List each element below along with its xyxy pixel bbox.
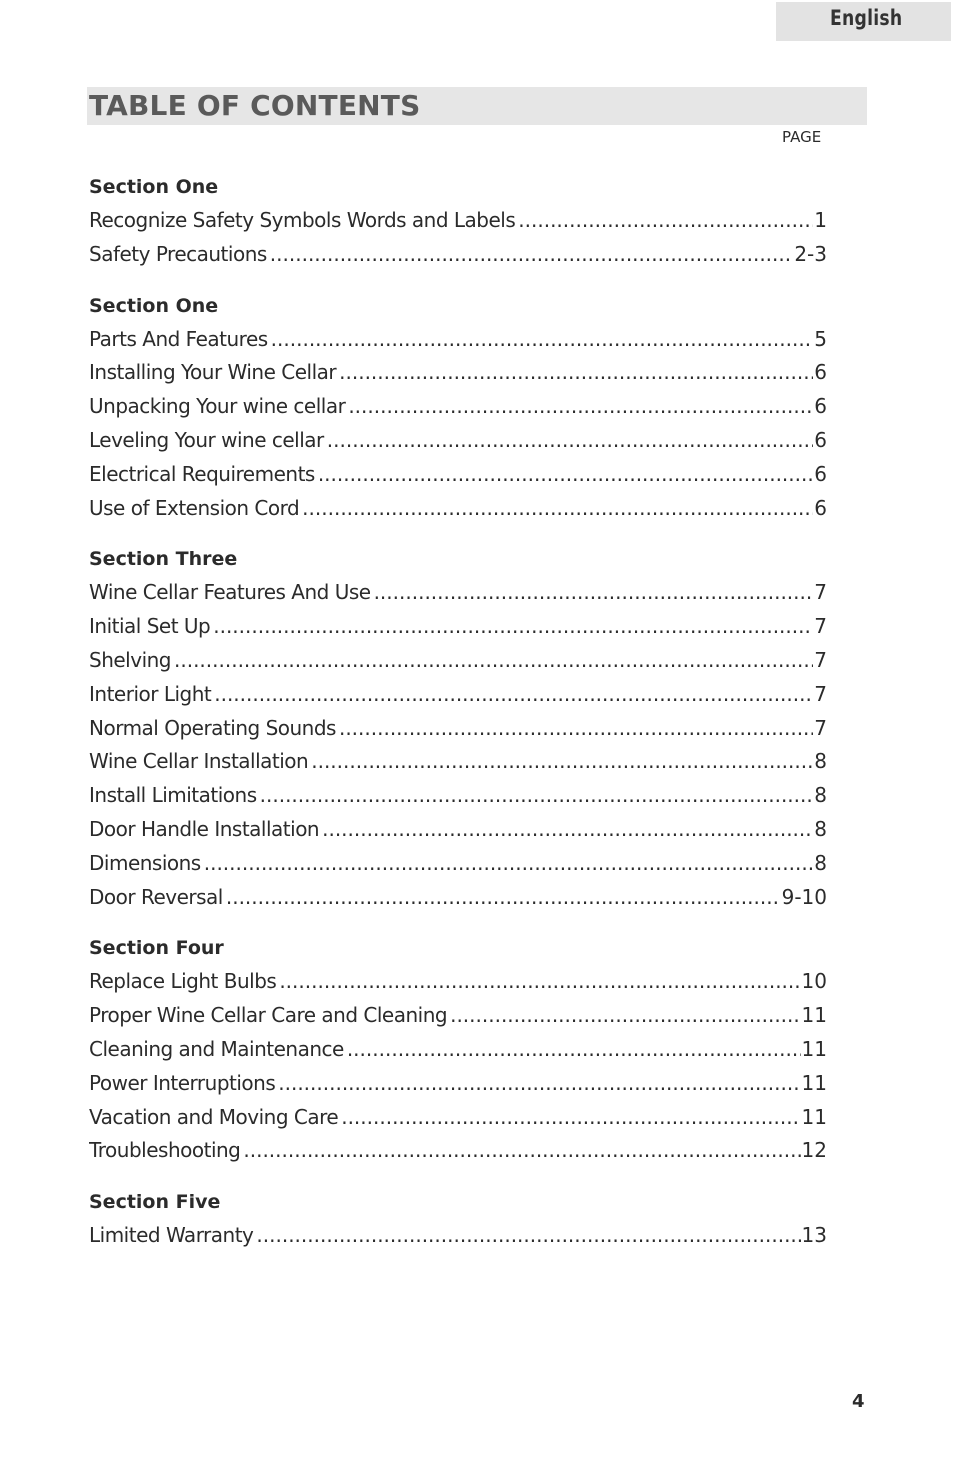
entry-label: Dimensions	[89, 850, 201, 875]
entry-page: 9-10	[781, 884, 827, 909]
dot-leader	[311, 745, 813, 779]
entry-page: 1	[814, 208, 827, 232]
entry-page: 7	[814, 647, 827, 672]
toc-entry[interactable]	[89, 323, 827, 357]
entry-label: Vacation and Moving Care	[89, 1104, 339, 1129]
dot-leader	[279, 965, 800, 999]
dot-leader	[278, 1067, 800, 1101]
entry-label: Proper Wine Cellar Care and Cleaning	[89, 1003, 448, 1028]
entry-label: Shelving	[89, 647, 171, 672]
entry-page: 8	[814, 783, 827, 808]
section-heading: Section One	[89, 176, 219, 198]
toc-entry[interactable]	[89, 813, 827, 847]
dot-leader	[204, 847, 814, 881]
entry-label: Troubleshooting	[89, 1138, 241, 1163]
entry-page: 13	[801, 1223, 827, 1248]
entry-label: Recognize Safety Symbols Words and Labels	[89, 208, 516, 232]
entry-page: 7	[814, 580, 827, 605]
dot-leader	[260, 779, 814, 813]
page-title: TABLE OF CONTENTS	[89, 89, 421, 122]
toc-entry[interactable]	[89, 610, 827, 644]
entry-page: 11	[801, 1003, 827, 1028]
entry-label: Install Limitations	[89, 783, 257, 808]
toc-entry[interactable]	[89, 576, 827, 610]
entry-label: Unpacking Your wine cellar	[89, 394, 346, 419]
toc-section	[89, 289, 827, 526]
title-bar	[87, 87, 867, 125]
entry-page: 11	[801, 1070, 827, 1095]
entry-label: Door Handle Installation	[89, 816, 320, 841]
entry-label: Installing Your Wine Cellar	[89, 360, 337, 385]
entry-page: 8	[814, 749, 827, 774]
entry-label: Replace Light Bulbs	[89, 969, 277, 994]
toc-entry[interactable]	[89, 965, 827, 999]
toc-entry[interactable]	[89, 492, 827, 526]
entry-page: 6	[814, 427, 827, 452]
entry-page: 6	[814, 360, 827, 385]
entry-page: 7	[814, 715, 827, 740]
entry-page: 10	[801, 969, 827, 994]
toc-entry[interactable]	[89, 999, 827, 1033]
dot-leader	[226, 881, 781, 915]
toc-entry[interactable]	[89, 238, 827, 272]
dot-leader	[327, 424, 813, 458]
toc-entry[interactable]	[89, 424, 827, 458]
entry-page: 7	[814, 681, 827, 706]
page-number: 4	[852, 1391, 865, 1412]
section-heading: Section Four	[89, 937, 224, 960]
entry-label: Wine Cellar Features And Use	[89, 580, 371, 605]
dot-leader	[341, 1101, 800, 1135]
entry-label: Wine Cellar Installation	[89, 749, 309, 774]
entry-label: Safety Precautions	[89, 241, 267, 266]
entry-label: Parts And Features	[89, 326, 268, 351]
dot-leader	[450, 999, 800, 1033]
toc-section	[89, 931, 827, 1168]
entry-label: Electrical Requirements	[89, 461, 315, 486]
dot-leader	[214, 678, 813, 712]
section-heading: Section Three	[89, 548, 238, 571]
dot-leader	[347, 1033, 801, 1067]
toc-section	[89, 170, 827, 272]
dot-leader	[322, 813, 813, 847]
entry-label: Initial Set Up	[89, 614, 211, 639]
entry-page: 7	[814, 614, 827, 639]
section-heading: Section One	[89, 294, 219, 317]
toc-entry[interactable]	[89, 644, 827, 678]
toc-entry[interactable]	[89, 390, 827, 424]
page-column-label: PAGE	[782, 128, 822, 146]
entry-label: Door Reversal	[89, 884, 223, 909]
dot-leader	[271, 323, 814, 357]
entry-page: 5	[814, 326, 827, 351]
entry-page: 12	[801, 1138, 827, 1163]
entry-label: Interior Light	[89, 681, 212, 706]
toc-entry[interactable]	[89, 779, 827, 813]
language-label: English	[830, 6, 903, 30]
dot-leader	[374, 576, 814, 610]
toc-entry[interactable]	[89, 847, 827, 881]
entry-label: Leveling Your wine cellar	[89, 427, 324, 452]
entry-page: 6	[814, 394, 827, 419]
entry-page: 11	[801, 1104, 827, 1129]
dot-leader	[318, 458, 813, 492]
entry-label: Limited Warranty	[89, 1223, 254, 1248]
toc-entry[interactable]	[89, 204, 827, 238]
dot-leader	[270, 238, 794, 272]
toc-section	[89, 1185, 827, 1253]
section-heading: Section Five	[89, 1191, 221, 1214]
dot-leader	[348, 390, 813, 424]
dot-leader	[243, 1134, 800, 1168]
toc-entry[interactable]	[89, 458, 827, 492]
entry-page: 6	[814, 461, 827, 486]
toc-entry[interactable]	[89, 678, 827, 712]
toc-entry[interactable]	[89, 1219, 827, 1253]
toc-entry[interactable]	[89, 1067, 827, 1101]
dot-leader	[518, 204, 813, 238]
toc-entry[interactable]	[89, 1101, 827, 1135]
toc-entry[interactable]	[89, 1033, 827, 1067]
language-tab	[776, 2, 951, 41]
dot-leader	[302, 492, 813, 526]
entry-label: Power Interruptions	[89, 1070, 276, 1095]
entry-page: 6	[814, 495, 827, 520]
entry-label: Normal Operating Sounds	[89, 715, 336, 740]
toc-entry[interactable]	[89, 712, 827, 746]
dot-leader	[213, 610, 813, 644]
table-of-contents	[89, 170, 827, 1253]
entry-page: 11	[801, 1036, 827, 1061]
entry-page: 8	[814, 850, 827, 875]
dot-leader	[339, 356, 813, 390]
dot-leader	[339, 712, 813, 746]
dot-leader	[256, 1219, 800, 1253]
entry-label: Cleaning and Maintenance	[89, 1036, 344, 1061]
dot-leader	[174, 644, 813, 678]
toc-entry[interactable]	[89, 745, 827, 779]
entry-page: 8	[814, 816, 827, 841]
toc-entry[interactable]	[89, 356, 827, 390]
entry-page: 2-3	[794, 241, 827, 266]
toc-entry[interactable]	[89, 881, 827, 915]
toc-section	[89, 542, 827, 914]
toc-entry[interactable]	[89, 1134, 827, 1168]
entry-label: Use of Extension Cord	[89, 495, 300, 520]
